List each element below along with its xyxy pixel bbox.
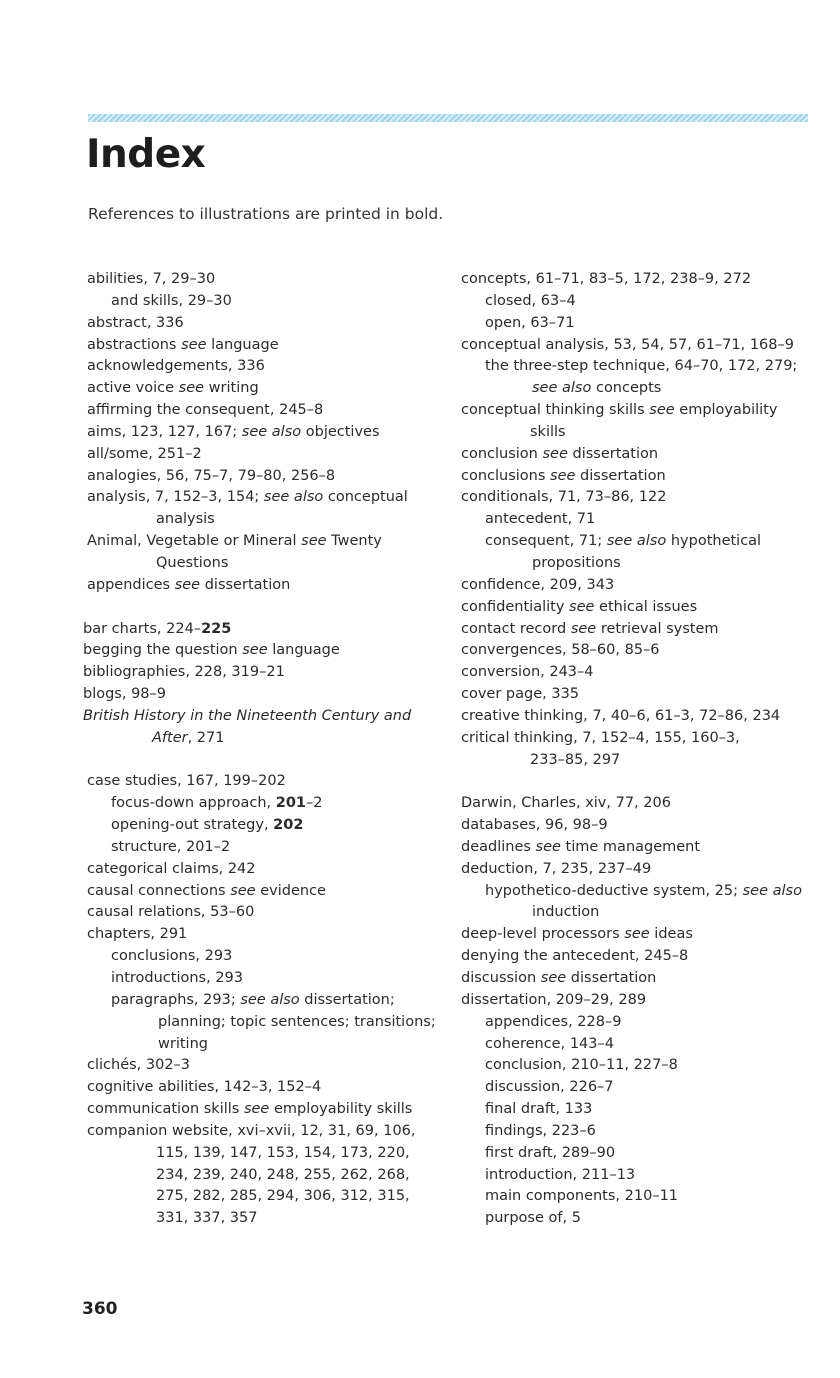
- entry-line: abilities, 7, 29–30: [87, 271, 216, 287]
- entry-continuation-line: 331, 337, 357: [156, 1210, 258, 1227]
- index-subentry: [461, 1055, 811, 1077]
- entry-line: coherence, 143–4: [485, 1035, 614, 1052]
- entry-line: final draft, 133: [485, 1101, 593, 1118]
- index-entry: [461, 728, 811, 772]
- entry-continuation-line: 275, 282, 285, 294, 306, 312, 315,: [156, 1188, 410, 1205]
- index-subentry: [87, 968, 437, 990]
- index-entry: [87, 881, 437, 903]
- entry-line: closed, 63–4: [485, 292, 576, 309]
- index-entry: [461, 859, 811, 881]
- entry-line: critical thinking, 7, 152–4, 155, 160–3,: [461, 729, 740, 746]
- index-entry: [461, 466, 811, 488]
- entry-line: dissertation, 209–29, 289: [461, 991, 647, 1008]
- entry-line: paragraphs, 293; see also dissertation;: [111, 991, 395, 1008]
- entry-line: abstract, 336: [87, 314, 184, 331]
- index-subentry: [461, 1121, 811, 1143]
- entry-continuation-line: 234, 239, 240, 248, 255, 262, 268,: [156, 1166, 410, 1183]
- index-subentry: [87, 815, 437, 837]
- entry-line: confidentiality see ethical issues: [461, 598, 698, 615]
- index-entry: [461, 662, 811, 684]
- entry-line: discussion see dissertation: [461, 970, 657, 986]
- index-entry: [461, 269, 811, 291]
- entry-line: conclusion, 210–11, 227–8: [485, 1057, 678, 1074]
- entry-line: Darwin, Charles, xiv, 77, 206: [461, 795, 671, 812]
- letter-group: [87, 269, 437, 597]
- entry-line: causal relations, 53–60: [87, 904, 255, 921]
- entry-line: consequent, 71; see also hypothetical: [485, 533, 762, 550]
- index-entry: [87, 378, 437, 400]
- entry-line: open, 63–71: [485, 314, 575, 331]
- page-number: 360: [82, 1299, 118, 1319]
- index-subentry: [87, 793, 437, 815]
- index-entry: [87, 487, 437, 531]
- entry-line: hypothetico-deductive system, 25; see also: [485, 882, 802, 899]
- entry-line: appendices, 228–9: [485, 1013, 622, 1030]
- index-entry: [87, 444, 437, 466]
- entry-continuation-line: After, 271: [152, 729, 225, 746]
- index-entry: [83, 684, 437, 706]
- index-subentry: [87, 837, 437, 859]
- index-subentry: [461, 509, 811, 531]
- entry-line: analysis, 7, 152–3, 154; see also conceptual: [87, 489, 408, 506]
- index-entry: [461, 640, 811, 662]
- index-subentry: [461, 1143, 811, 1165]
- entry-line: analogies, 56, 75–7, 79–80, 256–8: [87, 467, 336, 484]
- entry-continuation-line: propositions: [532, 554, 621, 571]
- index-entry: [87, 400, 437, 422]
- letter-group: [461, 269, 811, 771]
- entry-line: British History in the Nineteenth Century and: [83, 707, 412, 724]
- entry-line: and skills, 29–30: [111, 292, 232, 309]
- index-note: References to illustrations are printed in bold.: [88, 205, 444, 223]
- entry-line: Animal, Vegetable or Mineral see Twenty: [87, 533, 382, 550]
- header-rule: [88, 114, 808, 122]
- entry-line: bibliographies, 228, 319–21: [83, 664, 285, 681]
- index-entry: [461, 990, 811, 1012]
- index-subentry: [87, 291, 437, 313]
- entry-line: blogs, 98–9: [83, 686, 167, 703]
- index-entry: [461, 487, 811, 509]
- entry-continuation-line: 115, 139, 147, 153, 154, 173, 220,: [156, 1144, 410, 1161]
- index-entry: [87, 1099, 437, 1121]
- entry-continuation-line: analysis: [156, 511, 215, 528]
- index-subentry: [461, 881, 811, 925]
- index-entry: [461, 575, 811, 597]
- letter-group-gap: [87, 597, 437, 619]
- letter-group: [461, 793, 811, 1230]
- page-title: Index: [86, 132, 206, 177]
- entry-line: introductions, 293: [111, 970, 244, 986]
- index-subentry: [87, 990, 437, 1056]
- entry-line: clichés, 302–3: [87, 1057, 191, 1074]
- index-entry: [461, 335, 811, 357]
- letter-group: [83, 619, 437, 750]
- index-entry: [461, 968, 811, 990]
- index-subentry: [461, 356, 811, 400]
- index-entry: [87, 902, 437, 924]
- entry-line: discussion, 226–7: [485, 1079, 614, 1096]
- entry-line: purpose of, 5: [485, 1210, 581, 1227]
- entry-line: acknowledgements, 336: [87, 358, 265, 375]
- entry-line: creative thinking, 7, 40–6, 61–3, 72–86, 234: [461, 707, 781, 724]
- entry-continuation-line: writing: [158, 1035, 208, 1052]
- entry-line: causal connections see evidence: [87, 882, 326, 899]
- entry-line: conversion, 243–4: [461, 664, 594, 681]
- index-entry: [87, 924, 437, 946]
- index-entry: [461, 400, 811, 444]
- entry-line: convergences, 58–60, 85–6: [461, 642, 660, 659]
- index-entry: [461, 444, 811, 466]
- index-entry: [461, 597, 811, 619]
- entry-line: confidence, 209, 343: [461, 576, 615, 593]
- entry-line: main components, 210–11: [485, 1188, 679, 1205]
- entry-line: cover page, 335: [461, 686, 580, 703]
- entry-line: opening-out strategy, 202: [111, 817, 304, 834]
- index-entry: [461, 837, 811, 859]
- entry-line: structure, 201–2: [111, 838, 231, 855]
- entry-continuation-line: 233–85, 297: [530, 751, 621, 768]
- index-entry: [83, 619, 437, 641]
- entry-line: antecedent, 71: [485, 511, 596, 528]
- entry-line: categorical claims, 242: [87, 860, 256, 877]
- index-entry: [87, 575, 437, 597]
- entry-line: deadlines see time management: [461, 838, 701, 855]
- index-entry: [87, 335, 437, 357]
- entry-continuation-line: Questions: [156, 554, 229, 571]
- index-subentry: [461, 1034, 811, 1056]
- entry-line: introduction, 211–13: [485, 1166, 636, 1183]
- entry-line: findings, 223–6: [485, 1122, 596, 1139]
- index-entry: [87, 1121, 437, 1230]
- index-subentry: [461, 1165, 811, 1187]
- index-column-right: [461, 269, 811, 1230]
- entry-line: bar charts, 224–225: [83, 620, 232, 637]
- entry-line: case studies, 167, 199–202: [87, 773, 286, 790]
- entry-line: conclusion see dissertation: [461, 445, 659, 462]
- entry-line: cognitive abilities, 142–3, 152–4: [87, 1079, 322, 1096]
- index-entry: [461, 793, 811, 815]
- entry-line: affirming the consequent, 245–8: [87, 402, 324, 419]
- index-entry: [87, 466, 437, 488]
- entry-line: denying the antecedent, 245–8: [461, 948, 689, 965]
- entry-line: concepts, 61–71, 83–5, 172, 238–9, 272: [461, 271, 752, 287]
- entry-continuation-line: induction: [532, 904, 600, 921]
- entry-line: conceptual thinking skills see employability: [461, 402, 778, 419]
- index-entry: [461, 684, 811, 706]
- letter-group-gap: [87, 750, 437, 772]
- entry-line: conclusions, 293: [111, 948, 233, 965]
- index-subentry: [461, 1012, 811, 1034]
- entry-line: focus-down approach, 201–2: [111, 795, 323, 812]
- entry-line: databases, 96, 98–9: [461, 817, 608, 834]
- entry-line: conclusions see dissertation: [461, 467, 666, 484]
- index-subentry: [461, 313, 811, 335]
- entry-line: deep-level processors see ideas: [461, 926, 693, 943]
- entry-line: conditionals, 71, 73–86, 122: [461, 489, 667, 506]
- index-entry: [83, 706, 437, 750]
- index-entry: [461, 946, 811, 968]
- index-subentry: [461, 1099, 811, 1121]
- entry-line: active voice see writing: [87, 380, 259, 397]
- entry-line: all/some, 251–2: [87, 445, 202, 462]
- index-entry: [87, 422, 437, 444]
- entry-continuation-line: skills: [530, 423, 566, 440]
- entry-line: chapters, 291: [87, 926, 188, 943]
- entry-line: companion website, xvi–xvii, 12, 31, 69, 106,: [87, 1122, 416, 1139]
- entry-line: abstractions see language: [87, 336, 279, 353]
- entry-line: contact record see retrieval system: [461, 620, 719, 637]
- index-entry: [461, 619, 811, 641]
- entry-line: first draft, 289–90: [485, 1144, 616, 1161]
- index-entry: [87, 859, 437, 881]
- entry-line: conceptual analysis, 53, 54, 57, 61–71, 168–9: [461, 336, 794, 353]
- index-subentry: [461, 1077, 811, 1099]
- index-entry: [87, 531, 437, 575]
- index-entry: [87, 356, 437, 378]
- entry-continuation-line: see also concepts: [532, 380, 662, 397]
- index-subentry: [461, 1186, 811, 1208]
- entry-line: deduction, 7, 235, 237–49: [461, 860, 652, 877]
- index-entry: [87, 1055, 437, 1077]
- index-subentry: [87, 946, 437, 968]
- letter-group-gap: [461, 771, 811, 793]
- index-entry: [83, 640, 437, 662]
- index-entry: [83, 662, 437, 684]
- entry-continuation-line: planning; topic sentences; transitions;: [158, 1013, 436, 1030]
- index-column-left: [83, 269, 437, 1230]
- entry-line: appendices see dissertation: [87, 576, 291, 593]
- entry-line: communication skills see employability skills: [87, 1101, 413, 1118]
- index-entry: [87, 313, 437, 335]
- entry-line: the three-step technique, 64–70, 172, 279;: [485, 358, 798, 375]
- index-entry: [461, 924, 811, 946]
- entry-line: begging the question see language: [83, 642, 340, 659]
- index-entry: [87, 1077, 437, 1099]
- index-subentry: [461, 291, 811, 313]
- index-entry: [87, 771, 437, 793]
- index-subentry: [461, 531, 811, 575]
- index-entry: [461, 815, 811, 837]
- index-subentry: [461, 1208, 811, 1230]
- index-entry: [87, 269, 437, 291]
- index-entry: [461, 706, 811, 728]
- letter-group: [87, 771, 437, 1230]
- entry-line: aims, 123, 127, 167; see also objectives: [87, 423, 380, 440]
